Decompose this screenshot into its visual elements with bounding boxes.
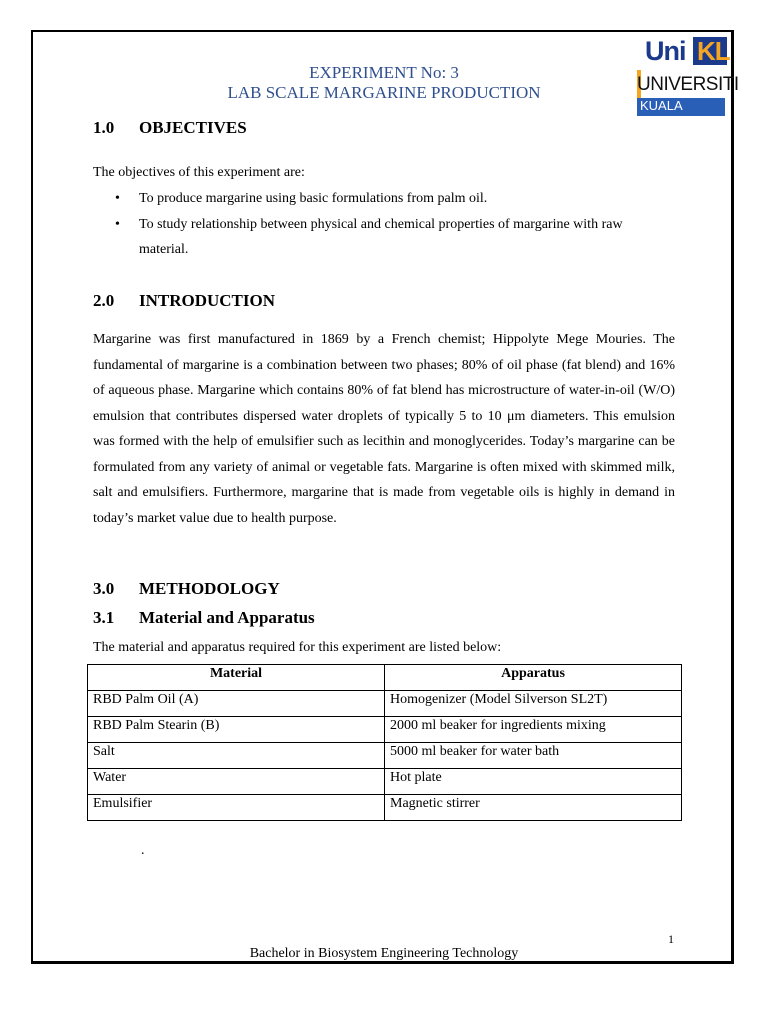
section-number: 3.1 — [93, 608, 115, 627]
table-header-row — [88, 665, 682, 691]
section-heading-methodology — [93, 579, 280, 599]
page-number: 1 — [668, 932, 674, 946]
objectives-intro: The objectives of this experiment are: — [93, 165, 305, 180]
materials-table — [87, 664, 682, 821]
section-title: METHODOLOGY — [139, 579, 280, 598]
column-header-material: Material — [88, 665, 385, 691]
bullet: • — [115, 216, 120, 232]
section-number: 3.0 — [93, 579, 115, 598]
experiment-title: LAB SCALE MARGARINE PRODUCTION — [227, 83, 541, 102]
material-cell: Water — [88, 769, 385, 795]
apparatus-cell: Magnetic stirrer — [385, 795, 682, 821]
objective-item — [93, 212, 663, 263]
section-heading-introduction — [93, 291, 275, 311]
material-cell: Emulsifier — [88, 795, 385, 821]
logo-brand-kl: KL — [697, 36, 730, 66]
table-row — [88, 691, 682, 717]
apparatus-cell: Hot plate — [385, 769, 682, 795]
experiment-number: EXPERIMENT No: 3 — [309, 63, 459, 82]
apparatus-cell: Homogenizer (Model Silverson SL2T) — [385, 691, 682, 717]
logo-kuala-lumpur: KUALA LUMPUR — [640, 98, 695, 128]
logo-brand-uni: Uni — [645, 36, 686, 66]
materials-intro: The material and apparatus required for this experiment are listed below: — [93, 640, 502, 655]
column-header-apparatus: Apparatus — [385, 665, 682, 691]
objectives-list — [93, 186, 663, 263]
section-title: Material and Apparatus — [139, 608, 315, 627]
section-heading-objectives — [93, 118, 247, 138]
section-number: 2.0 — [93, 291, 115, 310]
bullet: • — [115, 191, 120, 206]
table-row — [88, 743, 682, 769]
section-title: OBJECTIVES — [139, 118, 247, 137]
material-cell: RBD Palm Stearin (B) — [88, 717, 385, 743]
introduction-paragraph: Margarine was first manufactured in 1869 by a French chemist; Hippolyte Mege Mouries. The fundamental of margarine is a combination between two phases; 80% of oil phase (fat blend) and 16% of aqueous phase. Margarine which contains 80% of fat blend has microstructure of water-in-oil (W/O) emulsion that contributes dispersed water droplets of typically 5 to 10 μm diameters. This emulsion was formed with the help of emulsifier such as lecithin and monoglycerides. Today’s margarine can be formulated from any variety of animal or vegetable fats. Margarine is often mixed with skimmed milk, salt and emulsifiers. Furthermore, margarine that is made from vegetable oils is highly in demand in today’s market value due to health purpose. — [93, 332, 675, 526]
material-cell: Salt — [88, 743, 385, 769]
apparatus-cell: 2000 ml beaker for ingredients mixing — [385, 717, 682, 743]
stray-dot: . — [141, 843, 145, 858]
apparatus-cell: 5000 ml beaker for water bath — [385, 743, 682, 769]
table-row — [88, 795, 682, 821]
material-cell: RBD Palm Oil (A) — [88, 691, 385, 717]
objective-item — [93, 186, 663, 212]
page-footer: Bachelor in Biosystem Engineering Technology — [249, 946, 519, 961]
table-row — [88, 717, 682, 743]
subsection-heading-material — [93, 608, 315, 628]
logo-universiti: UNIVERSITI — [637, 74, 739, 95]
objective-text: To study relationship between physical and chemical properties of margarine with raw material. — [139, 216, 623, 257]
section-number: 1.0 — [93, 118, 115, 137]
section-title: INTRODUCTION — [139, 291, 276, 310]
objective-text: To produce margarine using basic formulations from palm oil. — [139, 191, 488, 206]
table-row — [88, 769, 682, 795]
